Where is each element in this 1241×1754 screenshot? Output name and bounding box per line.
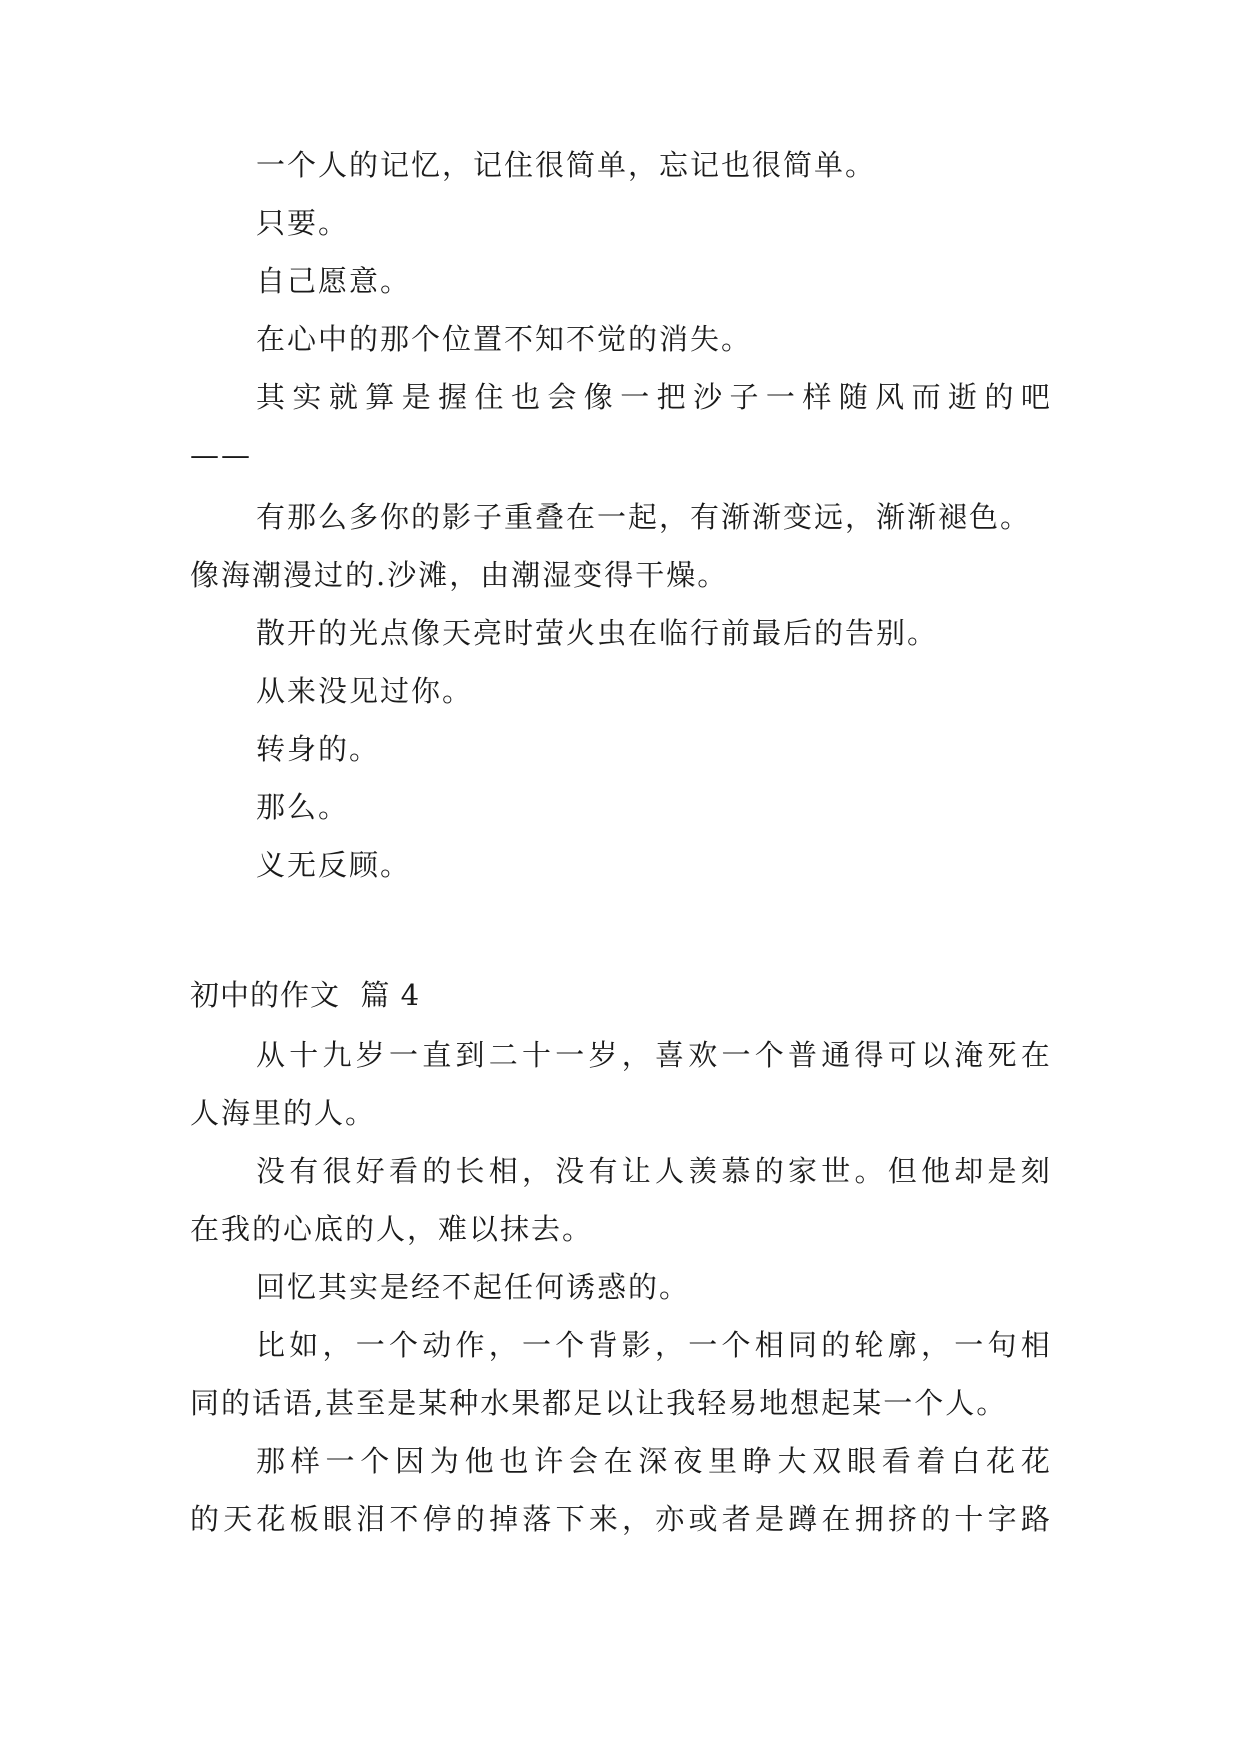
paragraph-line: 有那么多你的影子重叠在一起，有渐渐变远，渐渐褪色。 bbox=[256, 500, 1032, 534]
paragraph-line-justified: 没 有 很 好 看 的 长 相 ， 没 有 让 人 羡 慕 的 家 世 。 但 他 却 是 刻 bbox=[256, 1154, 1052, 1188]
paragraph-line: 人海里的人。 bbox=[190, 1096, 377, 1130]
paragraph-line: 自己愿意。 bbox=[256, 264, 412, 298]
section-title: 初中的作文 篇 4 bbox=[190, 978, 421, 1012]
paragraph-line: 只要。 bbox=[256, 206, 350, 240]
paragraph-line-justified: 其 实 就 算 是 握 住 也 会 像 一 把 沙 子 一 样 随 风 而 逝 的 吧 bbox=[256, 380, 1052, 414]
paragraph-line-justified: 那 样 一 个 因 为 他 也 许 会 在 深 夜 里 睁 大 双 眼 看 着 白 花 花 bbox=[256, 1444, 1052, 1478]
paragraph-line: 散开的光点像天亮时萤火虫在临行前最后的告别。 bbox=[256, 616, 939, 650]
paragraph-line-justified: 从 十 九 岁 一 直 到 二 十 一 岁 ， 喜 欢 一 个 普 通 得 可 以 淹 死 在 bbox=[256, 1038, 1052, 1072]
paragraph-line: 像海潮漫过的.沙滩，由潮湿变得干燥。 bbox=[190, 558, 729, 592]
paragraph-line: 转身的。 bbox=[256, 732, 381, 766]
paragraph-line: —— bbox=[190, 438, 252, 472]
essay-section-4 bbox=[190, 1026, 1052, 1548]
paragraph-line: 在心中的那个位置不知不觉的消失。 bbox=[256, 322, 753, 356]
paragraph-line: 一个人的记忆，记住很简单，忘记也很简单。 bbox=[256, 148, 877, 182]
paragraph-line: 在我的心底的人，难以抹去。 bbox=[190, 1212, 594, 1246]
paragraph-line: 从来没见过你。 bbox=[256, 674, 474, 708]
paragraph-line: 义无反顾。 bbox=[256, 848, 412, 882]
paragraph-line: 那么。 bbox=[256, 790, 350, 824]
paragraph-line: 回忆其实是经不起任何诱惑的。 bbox=[256, 1270, 691, 1304]
paragraph-line-justified: 的 天 花 板 眼 泪 不 停 的 掉 落 下 来 ， 亦 或 者 是 蹲 在 拥 挤 的 十 字 路 bbox=[190, 1502, 1052, 1536]
essay-section-3-tail bbox=[190, 136, 1052, 894]
paragraph-line-justified: 比 如 ， 一 个 动 作 ， 一 个 背 影 ， 一 个 相 同 的 轮 廓 ， 一 句 相 bbox=[256, 1328, 1052, 1362]
paragraph-line: 同的话语,甚至是某种水果都足以让我轻易地想起某一个人。 bbox=[190, 1386, 1008, 1420]
section-heading bbox=[190, 966, 1052, 1024]
